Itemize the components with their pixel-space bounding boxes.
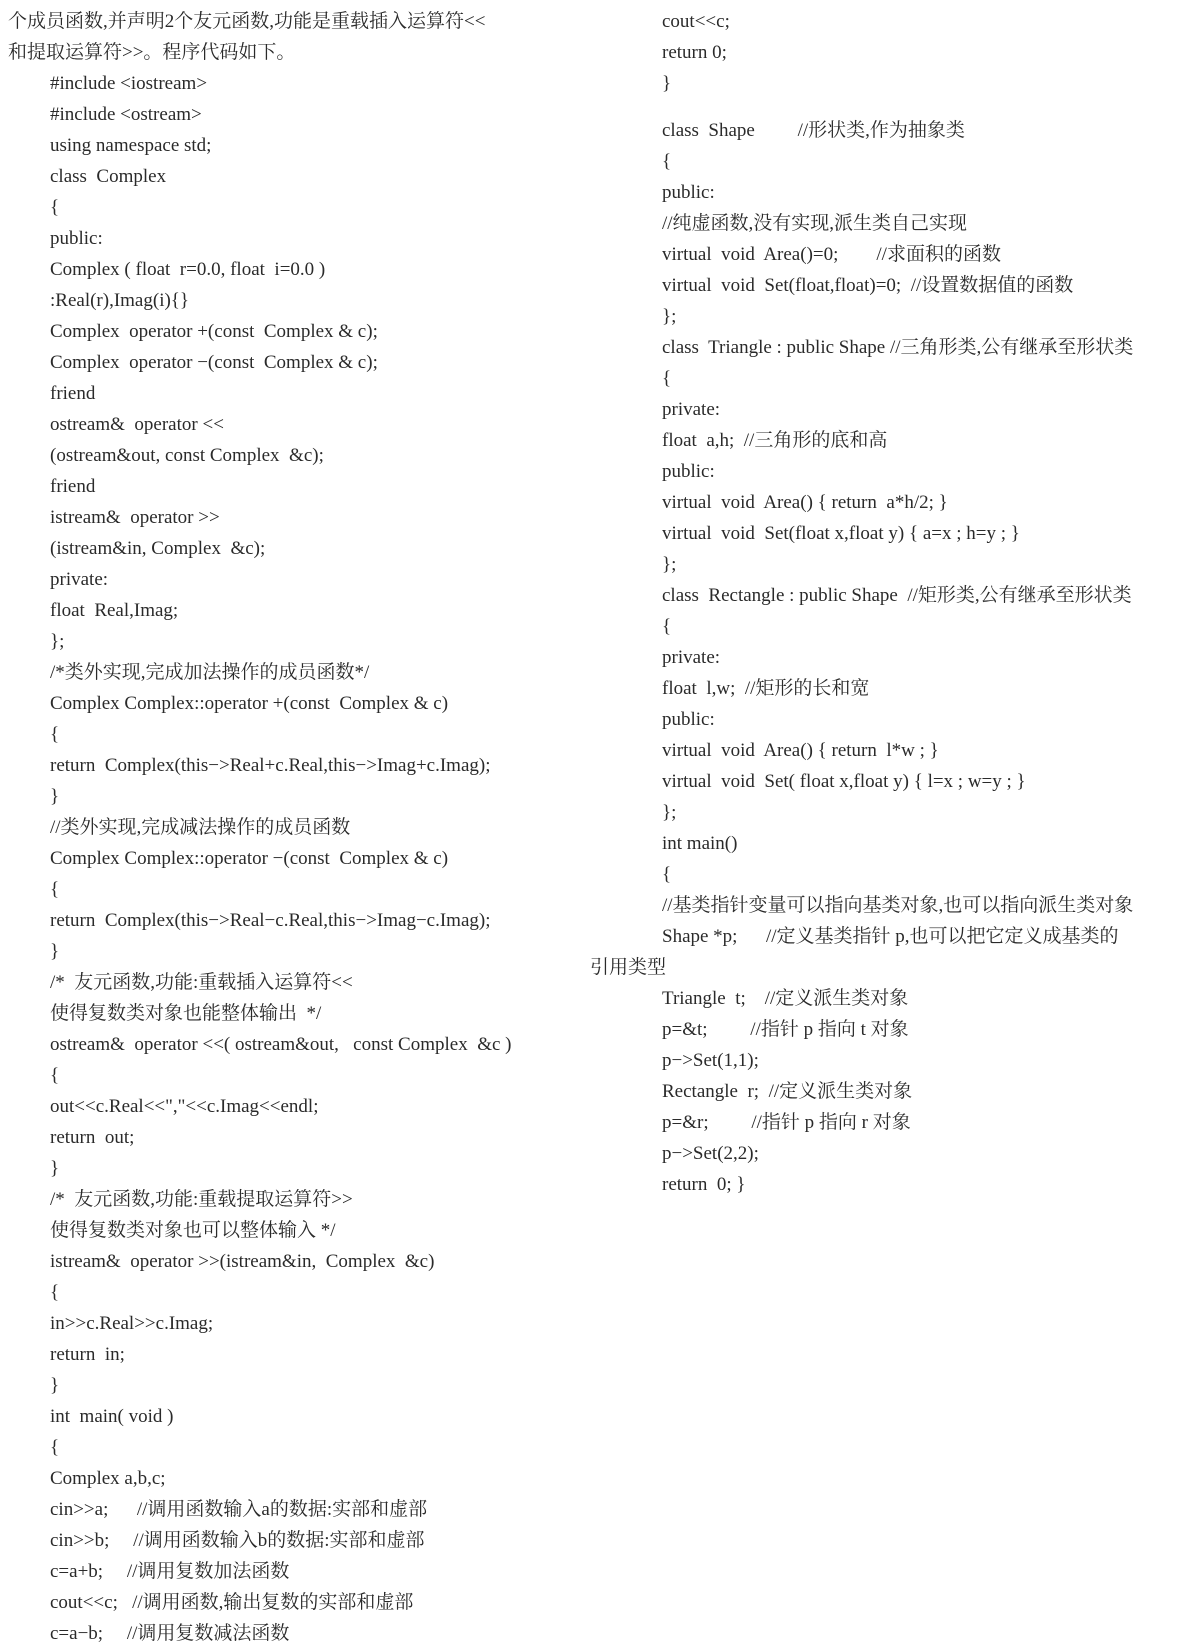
- code-line: //类外实现,完成减法操作的成员函数: [50, 817, 351, 838]
- code-listing-shape: [620, 115, 1195, 952]
- code-listing-shape-main: [620, 983, 1195, 1200]
- code-line: class Triangle : public Shape //三角形类,公有继承至形状类: [662, 337, 1134, 358]
- code-line: float a,h; //三角形的底和高: [662, 430, 888, 451]
- code-line: //纯虚函数,没有实现,派生类自己实现: [662, 213, 968, 234]
- code-line: using namespace std;: [50, 135, 212, 156]
- code-line: istream& operator >>(istream&in, Complex &c): [50, 1251, 435, 1272]
- code-line: float l,w; //矩形的长和宽: [662, 678, 870, 699]
- code-line: Complex ( float r=0.0, float i=0.0 ): [50, 259, 326, 280]
- code-line: Complex operator −(const Complex & c);: [50, 352, 378, 373]
- code-line: ostream& operator <<( ostream&out, const Complex &c ): [50, 1034, 512, 1055]
- code-line: }: [50, 1375, 60, 1396]
- code-line: cout<<c;: [662, 11, 730, 32]
- code-line: return 0; }: [662, 1174, 746, 1195]
- code-line: virtual void Set( float x,float y) { l=x ; w=y ; }: [662, 771, 1026, 792]
- code-line: virtual void Set(float,float)=0; //设置数据值的函数: [662, 275, 1074, 296]
- code-line: (istream&in, Complex &c);: [50, 538, 266, 559]
- right-column: [590, 6, 1195, 1200]
- code-line: float Real,Imag;: [50, 600, 179, 621]
- intro-paragraph: [8, 6, 598, 68]
- code-line: public:: [50, 228, 103, 249]
- code-line: return Complex(this−>Real−c.Real,this−>Imag−c.Imag);: [50, 910, 491, 931]
- code-line: Rectangle r; //定义派生类对象: [662, 1081, 913, 1102]
- code-line: /*类外实现,完成加法操作的成员函数*/: [50, 662, 370, 683]
- code-line: Complex Complex::operator −(const Complex & c): [50, 848, 449, 869]
- text-line: 和提取运算符>>。程序代码如下。: [8, 42, 296, 63]
- code-line: virtual void Area() { return l*w ; }: [662, 740, 939, 761]
- wrapped-text-line: [590, 952, 1195, 983]
- code-line: }: [50, 1158, 60, 1179]
- code-line: /* 友元函数,功能:重载插入运算符<<: [50, 972, 353, 993]
- code-line: {: [50, 197, 60, 218]
- code-line: return Complex(this−>Real+c.Real,this−>Imag+c.Imag);: [50, 755, 491, 776]
- code-line: return 0;: [662, 42, 727, 63]
- code-line: ostream& operator <<: [50, 414, 224, 435]
- code-line: #include <ostream>: [50, 104, 202, 125]
- code-line: #include <iostream>: [50, 73, 208, 94]
- code-line: in>>c.Real>>c.Imag;: [50, 1313, 214, 1334]
- code-line: istream& operator >>: [50, 507, 220, 528]
- code-line: }: [50, 786, 60, 807]
- code-line: virtual void Area()=0; //求面积的函数: [662, 244, 1001, 265]
- code-line: friend: [50, 383, 96, 404]
- code-line: };: [662, 306, 677, 327]
- code-line: {: [662, 151, 672, 172]
- code-line: };: [662, 802, 677, 823]
- code-line: int main( void ): [50, 1406, 174, 1427]
- code-line: virtual void Area() { return a*h/2; }: [662, 492, 948, 513]
- code-line: /* 友元函数,功能:重载提取运算符>>: [50, 1189, 353, 1210]
- code-listing-complex: [8, 68, 598, 1649]
- code-line: :Real(r),Imag(i){}: [50, 290, 190, 311]
- code-line: friend: [50, 476, 96, 497]
- code-line: return out;: [50, 1127, 135, 1148]
- code-line: Complex Complex::operator +(const Complex & c): [50, 693, 449, 714]
- code-line: //基类指针变量可以指向基类对象,也可以指向派生类对象: [662, 895, 1134, 916]
- code-line: {: [50, 1065, 60, 1086]
- code-line: {: [662, 864, 672, 885]
- code-line: p−>Set(1,1);: [662, 1050, 759, 1071]
- code-line: return in;: [50, 1344, 125, 1365]
- code-line: class Rectangle : public Shape //矩形类,公有继承至形状类: [662, 585, 1132, 606]
- code-line: {: [50, 724, 60, 745]
- code-line: out<<c.Real<<","<<c.Imag<<endl;: [50, 1096, 319, 1117]
- text-line: 引用类型: [590, 957, 667, 978]
- code-line: {: [662, 368, 672, 389]
- code-line: {: [50, 879, 60, 900]
- code-line: p−>Set(2,2);: [662, 1143, 759, 1164]
- code-line: }: [50, 941, 60, 962]
- code-line: cout<<c; //调用函数,输出复数的实部和虚部: [50, 1592, 414, 1613]
- code-line: cin>>a; //调用函数输入a的数据:实部和虚部: [50, 1499, 428, 1520]
- section-gap: [620, 99, 1195, 115]
- code-line: (ostream&out, const Complex &c);: [50, 445, 324, 466]
- code-line: public:: [662, 182, 715, 203]
- code-line: p=&t; //指针 p 指向 t 对象: [662, 1019, 909, 1040]
- code-line: p=&r; //指针 p 指向 r 对象: [662, 1112, 911, 1133]
- code-line: {: [50, 1282, 60, 1303]
- code-listing-main-end: [620, 6, 1195, 99]
- code-line: 使得复数类对象也能整体输出 */: [50, 1003, 322, 1024]
- code-line: private:: [662, 647, 721, 668]
- code-line: c=a+b; //调用复数加法函数: [50, 1561, 290, 1582]
- code-line: public:: [662, 461, 715, 482]
- code-line: virtual void Set(float x,float y) { a=x ; h=y ; }: [662, 523, 1020, 544]
- code-line: Triangle t; //定义派生类对象: [662, 988, 909, 1009]
- code-line: int main(): [662, 833, 738, 854]
- code-line: 使得复数类对象也可以整体输入 */: [50, 1220, 336, 1241]
- code-line: Complex operator +(const Complex & c);: [50, 321, 378, 342]
- code-line: public:: [662, 709, 715, 730]
- code-line: cin>>b; //调用函数输入b的数据:实部和虚部: [50, 1530, 425, 1551]
- code-line: private:: [662, 399, 721, 420]
- code-line: {: [662, 616, 672, 637]
- code-line: class Shape //形状类,作为抽象类: [662, 120, 965, 141]
- code-line: };: [50, 631, 65, 652]
- code-line: class Complex: [50, 166, 167, 187]
- code-line: c=a−b; //调用复数减法函数: [50, 1623, 290, 1644]
- code-line: }: [662, 73, 672, 94]
- code-line: {: [50, 1437, 60, 1458]
- code-line: Complex a,b,c;: [50, 1468, 166, 1489]
- code-line: private:: [50, 569, 109, 590]
- text-line: 个成员函数,并声明2个友元函数,功能是重载插入运算符<<: [8, 11, 486, 32]
- code-line: };: [662, 554, 677, 575]
- code-line: Shape *p; //定义基类指针 p,也可以把它定义成基类的: [662, 926, 1119, 947]
- left-column: [8, 6, 598, 1649]
